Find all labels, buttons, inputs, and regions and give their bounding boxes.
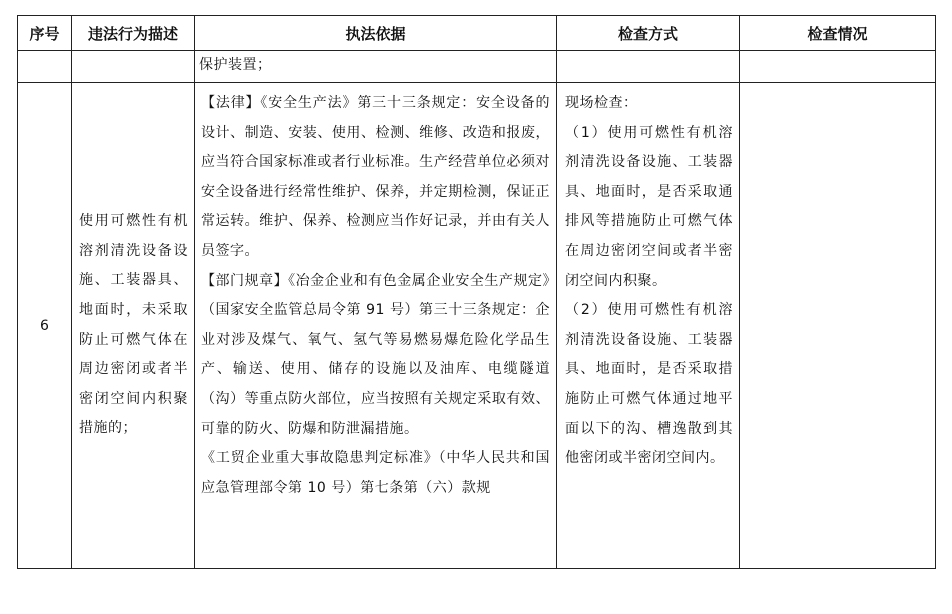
- row-seq: 6: [40, 317, 49, 334]
- header-basis: 执法依据: [195, 16, 557, 51]
- method-paragraph-1: （1）使用可燃性有机溶剂清洗设备设施、工装器具、地面时，是否采取通排风等措施防止可燃气体在周边密闭空间或者半密闭空间内积聚。: [565, 124, 733, 289]
- basis-paragraph-regulation: 【部门规章】《冶金企业和有色金属企业安全生产规定》（国家安全监管总局令第 91 号）第三十三条规定：企业对涉及煤气、氧气、氢气等易燃易爆危险化学品生产、输送、使用、储存的设施以及油库、电缆隧道（沟）等重点防火部位，应当按照有关规定采取有效、可靠的防火、防爆和防泄漏措施。: [201, 272, 550, 437]
- header-situation: 检查情况: [740, 16, 936, 51]
- row-situation-cell: [740, 83, 936, 569]
- header-row: [18, 16, 936, 51]
- law-enforcement-table: [17, 15, 936, 569]
- continuation-row: [18, 51, 936, 83]
- basis-paragraph-law: 【法律】《安全生产法》第三十三条规定：安全设备的设计、制造、安装、使用、检测、维修、改造和报废，应当符合国家标准或者行业标准。生产经营单位必须对安全设备进行经常性维护、保养，并定期检测，保证正常运转。维护、保养、检测应当作好记录，并由有关人员签字。: [201, 95, 550, 259]
- row-description: 使用可燃性有机溶剂清洗设备设施、工装器具、地面时，未采取防止可燃气体在周边密闭或者半密闭空间内积聚措施的；: [79, 213, 188, 437]
- header-method: 检查方式: [557, 16, 740, 51]
- row-basis: [195, 83, 556, 503]
- basis-paragraph-standard: 《工贸企业重大事故隐患判定标准》（中华人民共和国应急管理部令第 10 号）第七条第（六）款规: [201, 450, 550, 496]
- row-basis-cell: [195, 83, 557, 569]
- continuation-situation-cell: [740, 51, 936, 83]
- continuation-basis-text: 保护装置；: [199, 57, 272, 73]
- header-description: 违法行为描述: [72, 16, 195, 51]
- continuation-description-cell: [72, 51, 195, 83]
- continuation-seq-cell: [18, 51, 72, 83]
- continuation-basis-cell: [195, 51, 557, 83]
- header-seq: 序号: [18, 16, 72, 51]
- table-row: [18, 83, 936, 569]
- row-description-cell: [72, 83, 195, 569]
- row-method-cell: [557, 83, 740, 569]
- method-paragraph-intro: 现场检查：: [565, 95, 638, 111]
- row-method: [557, 83, 739, 474]
- method-paragraph-2: （2）使用可燃性有机溶剂清洗设备设施、工装器具、地面时，是否采取措施防止可燃气体通过地平面以下的沟、槽逸散到其他密闭或半密闭空间内。: [565, 302, 733, 467]
- row-seq-cell: [18, 83, 72, 569]
- continuation-method-cell: [557, 51, 740, 83]
